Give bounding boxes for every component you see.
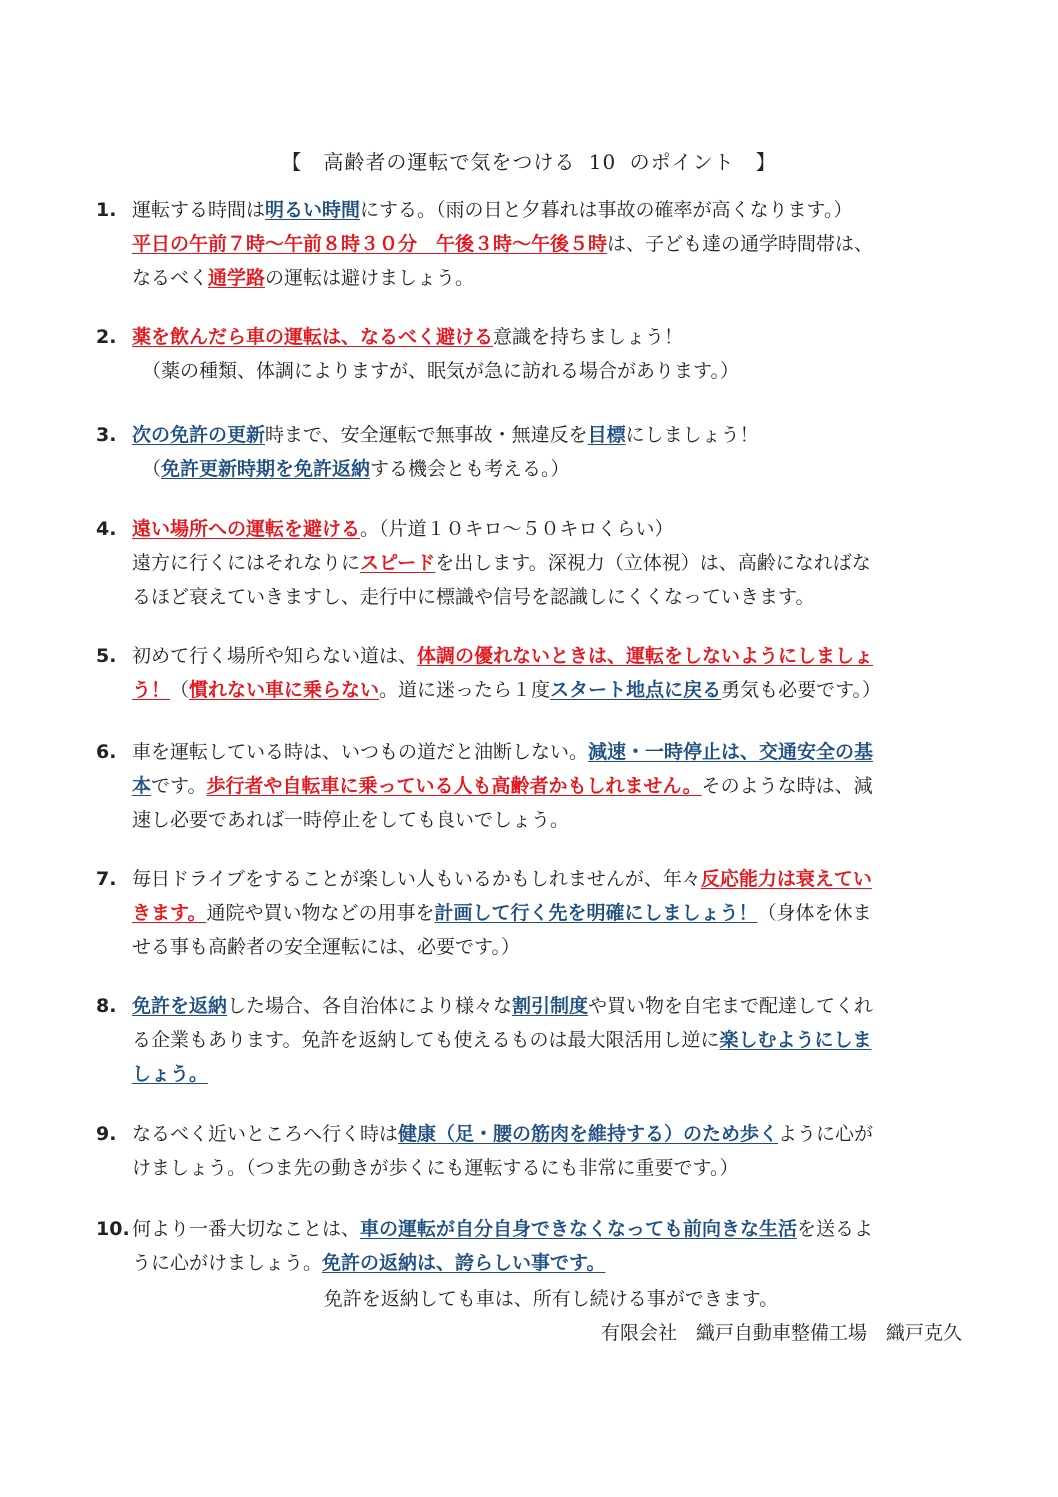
point-line (132, 512, 674, 546)
emphasis-red-text: 体調の優れないときは、運転をしないようにしましょ (417, 645, 874, 667)
body-text: 遠方に行くにはそれなりに (132, 552, 361, 574)
point-line (142, 452, 570, 486)
body-text: 。道に迷ったら１度 (379, 679, 551, 701)
body-text: を送るよ (797, 1218, 874, 1240)
point-line (132, 1212, 873, 1246)
point-line (132, 896, 872, 930)
point-number: 5. (96, 645, 117, 667)
point-line (132, 930, 520, 964)
emphasis-red-text: 歩行者や自転車に乗っている人も高齢者かもしれません。 (206, 775, 702, 797)
body-text: 車を運転している時は、いつもの道だと油断しない。 (132, 741, 589, 763)
page-title: 【 高齢者の運転で気をつける 10 のポイント 】 (281, 150, 777, 174)
body-text: 意識を持ちましょう！ (493, 326, 684, 348)
point-line (132, 989, 873, 1023)
point-number: 7. (96, 868, 117, 890)
body-text: する機会とも考える。） (370, 458, 570, 480)
emphasis-red-text: 通学路 (208, 267, 266, 289)
body-text: 時まで、安全運転で無事故・無違反を (265, 424, 588, 446)
body-text: ように心が (778, 1123, 874, 1145)
point-line (132, 769, 873, 803)
point-line (142, 354, 739, 388)
point-line (132, 1151, 738, 1185)
body-text: 勇気も必要です。） (721, 679, 882, 701)
emphasis-blue-text: 本 (132, 775, 152, 797)
point-line (132, 1246, 606, 1280)
point-line (132, 227, 873, 261)
body-text: せる事も高齢者の安全運転には、必要です。） (132, 936, 520, 958)
emphasis-blue-text: 割引制度 (512, 995, 589, 1017)
signature: 有限会社 織戸自動車整備工場 織戸克久 (600, 1322, 962, 1344)
point-line (132, 673, 881, 707)
body-text: けましょう。（つま先の動きが歩くにも運転するにも非常に重要です。） (132, 1157, 739, 1179)
point-number: 6. (96, 741, 117, 763)
point-line (132, 1023, 872, 1057)
body-text: 運転する時間は (132, 199, 266, 221)
closing-note: 免許を返納しても車は、所有し続ける事ができます。 (323, 1288, 779, 1310)
body-text: 何より一番大切なことは、 (132, 1218, 361, 1240)
emphasis-blue-text: 車の運転が自分自身できなくなっても前向きな生活 (360, 1218, 798, 1240)
body-text: 通院や買い物などの用事を (206, 902, 435, 924)
body-text: や買い物を自宅まで配達してくれ (588, 995, 874, 1017)
body-text: は、子ども達の通学時間帯は、 (607, 233, 874, 255)
emphasis-blue-text: 健康（足・腰の筋肉を維持する）のため歩く (398, 1123, 779, 1145)
body-text: るほど衰えていきますし、走行中に標識や信号を認識しにくくなっていきます。 (132, 586, 815, 608)
point-number: 9. (96, 1123, 117, 1145)
emphasis-blue-text: 免許を返納 (132, 995, 228, 1017)
body-text: なるべく (132, 267, 209, 289)
point-number: 2. (96, 326, 117, 348)
emphasis-blue-text: 目標 (587, 424, 626, 446)
body-text: 。（片道１０キロ～５０キロくらい） (360, 518, 674, 540)
point-number: 10. (96, 1218, 130, 1240)
body-text: にする。（雨の日と夕暮れは事故の確率が高くなります。） (360, 199, 853, 221)
emphasis-blue-text: 計画して行く先を明確にしましょう！ (434, 902, 758, 924)
point-line (132, 735, 873, 769)
emphasis-red-text: う！ (132, 679, 171, 701)
emphasis-red-text: 慣れない車に乗らない (189, 679, 380, 701)
point-number: 3. (96, 424, 117, 446)
point-line (132, 803, 569, 837)
body-text: を出します。深視力（立体視）は、高齢になればな (435, 552, 871, 574)
body-text: 毎日ドライブをすることが楽しい人もいるかもしれませんが、年々 (132, 868, 701, 890)
body-text: うに心がけましょう。 (132, 1252, 323, 1274)
emphasis-red-text: 遠い場所への運転を避ける (132, 518, 361, 540)
point-line (132, 320, 683, 354)
body-text: なるべく近いところへ行く時は (132, 1123, 399, 1145)
body-text: の運転は避けましょう。 (265, 267, 475, 289)
body-text: （薬の種類、体調によりますが、眠気が急に訪れる場合があります。） (142, 360, 739, 382)
point-line (132, 639, 873, 673)
point-line (132, 1117, 873, 1151)
emphasis-blue-text: 免許の返納は、誇らしい事です。 (322, 1252, 606, 1274)
body-text: 速し必要であれば一時停止をしても良いでしょう。 (132, 809, 570, 831)
point-number: 4. (96, 518, 117, 540)
body-text: 初めて行く場所や知らない道は、 (132, 645, 418, 667)
emphasis-red-text: きます。 (132, 902, 207, 924)
body-text: そのような時は、減 (701, 775, 873, 797)
emphasis-blue-text: 次の免許の更新 (132, 424, 266, 446)
emphasis-blue-text: 楽しむようにしま (719, 1029, 872, 1051)
point-number: 1. (96, 199, 117, 221)
point-line (132, 580, 814, 614)
emphasis-red-text: 薬を飲んだら車の運転は、なるべく避ける (132, 326, 494, 348)
emphasis-blue-text: スタート地点に戻る (550, 679, 722, 701)
emphasis-blue-text: 明るい時間 (265, 199, 361, 221)
emphasis-blue-text: 減速・一時停止は、交通安全の基 (588, 741, 874, 763)
point-line (132, 862, 872, 896)
body-text: （ (142, 458, 162, 480)
emphasis-red-text: スピード (360, 552, 436, 574)
point-number: 8. (96, 995, 117, 1017)
point-line (132, 418, 759, 452)
body-text: る企業もあります。免許を返納しても使えるものは最大限活用し逆に (132, 1029, 720, 1051)
emphasis-red-text: 反応能力は衰えてい (700, 868, 872, 890)
point-line (132, 1057, 208, 1091)
emphasis-blue-text: 免許更新時期を免許返納 (161, 458, 371, 480)
point-line (132, 193, 853, 227)
body-text: にしましょう！ (625, 424, 759, 446)
body-text: です。 (151, 775, 207, 797)
emphasis-blue-text: しょう。 (132, 1063, 209, 1085)
body-text: （身体を休ま (757, 902, 872, 924)
point-line (132, 261, 474, 295)
point-line (132, 546, 871, 580)
body-text: した場合、各自治体により様々な (227, 995, 513, 1017)
emphasis-red-text: 平日の午前７時～午前８時３０分 午後３時～午後５時 (132, 233, 608, 255)
body-text: （ (170, 679, 190, 701)
